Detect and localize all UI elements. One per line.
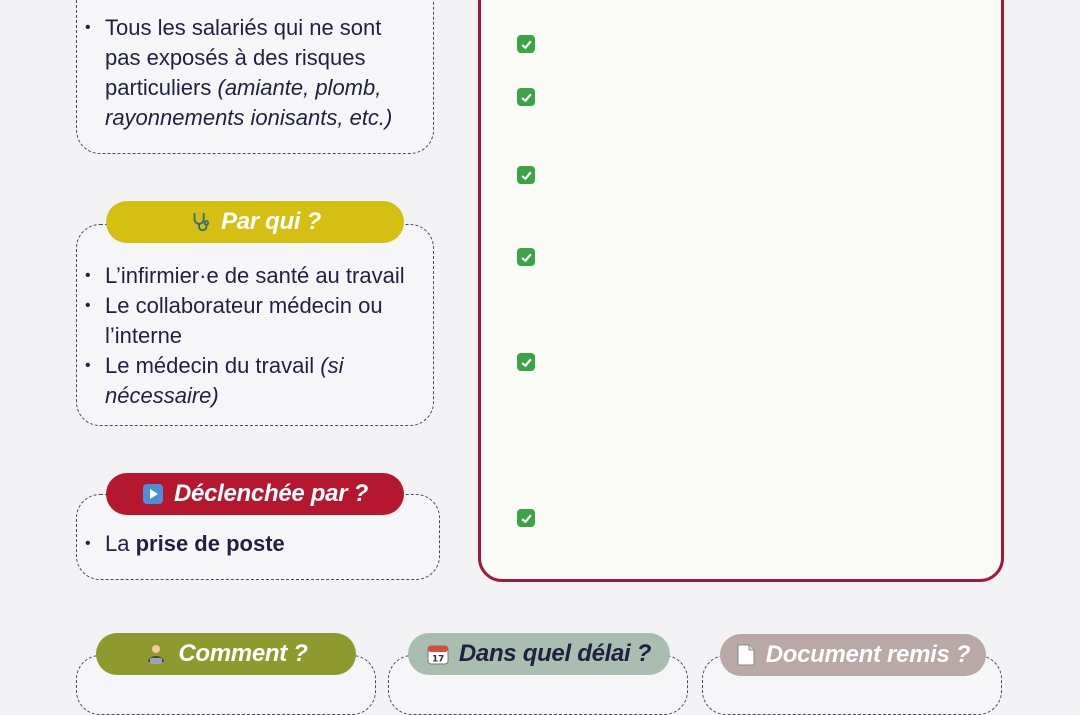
- eligibility-list: [77, 13, 417, 133]
- list-item: • L’infirmier·e de santé au travail: [77, 261, 422, 291]
- list-item: • Tous les salariés qui ne sont pas exposés à des risques particuliers (amiante, plomb, rayonnements ionisants, etc.): [77, 13, 417, 133]
- comment-heading: Comment ?: [96, 633, 356, 675]
- list-item: • Le collaborateur médecin ou l’interne: [77, 291, 422, 351]
- declenchee-heading: Déclenchée par ?: [106, 473, 404, 515]
- calendar-icon: [427, 643, 449, 665]
- check-icon: [517, 248, 535, 266]
- check-icon: [517, 88, 535, 106]
- objectives-box: [478, 0, 1004, 582]
- delai-heading: 17 Dans quel délai ?: [408, 633, 670, 675]
- document-heading: Document remis ?: [720, 634, 986, 676]
- check-icon: [517, 166, 535, 184]
- list-item: • La prise de poste: [77, 529, 417, 559]
- list-item: • Le médecin du travail (si nécessaire): [77, 351, 422, 411]
- eligibility-box: [76, 0, 434, 154]
- check-icon: [517, 353, 535, 371]
- document-icon: [736, 644, 756, 666]
- check-icon: [517, 509, 535, 527]
- stethoscope-icon: [189, 211, 211, 233]
- check-icon: [517, 35, 535, 53]
- play-button-icon: [142, 483, 164, 505]
- person-at-computer-icon: [144, 642, 168, 666]
- par-qui-heading: Par qui ?: [106, 201, 404, 243]
- svg-text:17: 17: [431, 654, 444, 665]
- par-qui-box: [76, 224, 434, 426]
- par-qui-list: [77, 261, 422, 411]
